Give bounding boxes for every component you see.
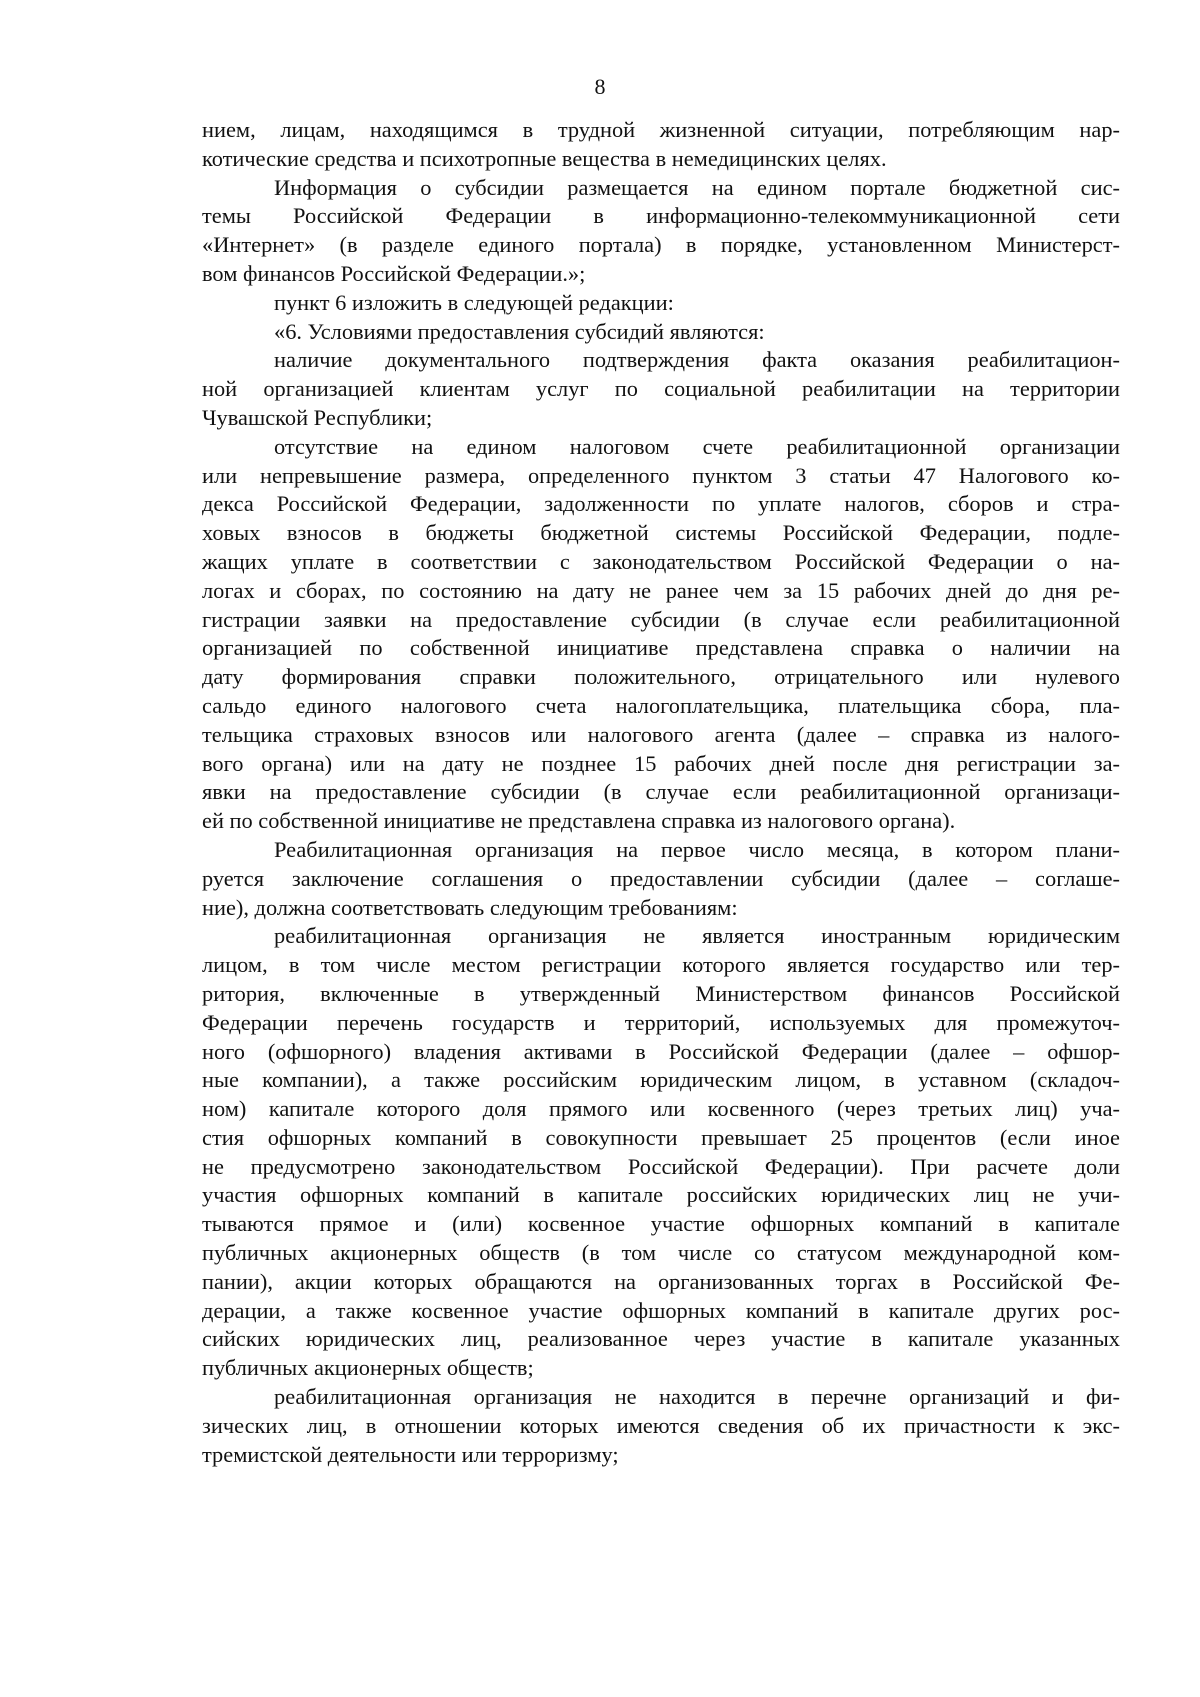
text-line: лицом, в том числе местом регистрации которого является государство или тер- xyxy=(202,952,1120,978)
text-line: стия офшорных компаний в совокупности превышает 25 процентов (если иное xyxy=(202,1124,1120,1150)
text-line: реабилитационная организация не находится в перечне организаций и фи- xyxy=(274,1384,1120,1410)
text-line: наличие документального подтверждения факта оказания реабилитацион- xyxy=(274,347,1120,373)
paragraph xyxy=(202,922,1120,1383)
text-line: пании), акции которых обращаются на организованных торгах в Российской Фе- xyxy=(202,1268,1120,1294)
text-line: декса Российской Федерации, задолженности по уплате налогов, сборов и стра- xyxy=(202,491,1120,517)
text-line: зических лиц, в отношении которых имеются сведения об их причастности к экс- xyxy=(202,1412,1120,1438)
text-line: дерации, а также косвенное участие офшорных компаний в капитале других рос- xyxy=(202,1297,1120,1323)
text-line: публичных акционерных обществ; xyxy=(202,1355,534,1381)
text-line: ние), должна соответствовать следующим требованиям: xyxy=(202,894,738,920)
paragraph xyxy=(202,433,1120,836)
text-line: Федерации перечень государств и территорий, используемых для промежуточ- xyxy=(202,1009,1120,1035)
text-line: отсутствие на едином налоговом счете реабилитационной организации xyxy=(274,433,1120,459)
text-line: публичных акционерных обществ (в том числе со статусом международной ком- xyxy=(202,1240,1120,1266)
text-line: руется заключение соглашения о предоставлении субсидии (далее – соглаше- xyxy=(202,865,1120,891)
text-line: Реабилитационная организация на первое число месяца, в котором плани- xyxy=(274,836,1120,862)
text-line: логах и сборах, по состоянию на дату не ранее чем за 15 рабочих дней до дня ре- xyxy=(202,577,1120,603)
text-line: сальдо единого налогового счета налогоплательщика, плательщика сбора, пла- xyxy=(202,692,1120,718)
paragraph xyxy=(202,174,1120,289)
paragraph xyxy=(202,318,1120,347)
text-line: ные компании), а также российским юридическим лицом, в уставном (складоч- xyxy=(202,1067,1120,1093)
paragraph xyxy=(202,1383,1120,1469)
text-line: Информация о субсидии размещается на едином портале бюджетной сис- xyxy=(274,174,1120,200)
text-line: «Интернет» (в разделе единого портала) в порядке, установленном Министерст- xyxy=(202,232,1120,258)
text-line: «6. Условиями предоставления субсидий являются: xyxy=(274,318,765,344)
text-line: Чувашской Республики; xyxy=(202,404,433,430)
text-line: ритория, включенные в утвержденный Министерством финансов Российской xyxy=(202,980,1120,1006)
text-line: ховых взносов в бюджеты бюджетной системы Российской Федерации, подле- xyxy=(202,520,1120,546)
text-line: участия офшорных компаний в капитале российских юридических лиц не учи- xyxy=(202,1182,1120,1208)
text-line: организацией по собственной инициативе представлена справка о наличии на xyxy=(202,635,1120,661)
paragraph xyxy=(202,346,1120,432)
text-line: не предусмотрено законодательством Российской Федерации). При расчете доли xyxy=(202,1153,1120,1179)
text-line: ном) капитале которого доля прямого или косвенного (через третьих лиц) уча- xyxy=(202,1096,1120,1122)
text-line: ей по собственной инициативе не представлена справка из налогового органа). xyxy=(202,808,956,834)
text-line: темы Российской Федерации в информационно-телекоммуникационной сети xyxy=(202,203,1120,229)
text-line: вом финансов Российской Федерации.»; xyxy=(202,260,586,286)
text-line: явки на предоставление субсидии (в случае если реабилитационной организаци- xyxy=(202,779,1120,805)
text-line: тываются прямое и (или) косвенное участие офшорных компаний в капитале xyxy=(202,1211,1120,1237)
page-number: 8 xyxy=(594,74,606,99)
text-line: жащих уплате в соответствии с законодательством Российской Федерации о на- xyxy=(202,548,1120,574)
text-line: гистрации заявки на предоставление субсидии (в случае если реабилитационной xyxy=(202,606,1120,632)
text-line: реабилитационная организация не является иностранным юридическим xyxy=(274,923,1120,949)
text-line: дату формирования справки положительного, отрицательного или нулевого xyxy=(202,664,1120,690)
text-line: тремистской деятельности или терроризму; xyxy=(202,1441,619,1467)
text-line: ной организацией клиентам услуг по социальной реабилитации на территории xyxy=(202,376,1120,402)
paragraph xyxy=(202,836,1120,922)
text-line: тельщика страховых взносов или налогового агента (далее – справка из налого- xyxy=(202,721,1120,747)
document-body xyxy=(202,116,1120,1469)
text-line: сийских юридических лиц, реализованное через участие в капитале указанных xyxy=(202,1326,1120,1352)
text-line: вого органа) или на дату не позднее 15 рабочих дней после дня регистрации за- xyxy=(202,750,1120,776)
text-line: пункт 6 изложить в следующей редакции: xyxy=(274,289,674,315)
text-line: или непревышение размера, определенного пунктом 3 статьи 47 Налогового ко- xyxy=(202,462,1120,488)
text-line: ного (офшорного) владения активами в Российской Федерации (далее – офшор- xyxy=(202,1038,1120,1064)
text-line: котические средства и психотропные вещества в немедицинских целях. xyxy=(202,145,887,171)
paragraph xyxy=(202,116,1120,174)
text-line: нием, лицам, находящимся в трудной жизненной ситуации, потребляющим нар- xyxy=(202,117,1120,142)
paragraph xyxy=(202,289,1120,318)
